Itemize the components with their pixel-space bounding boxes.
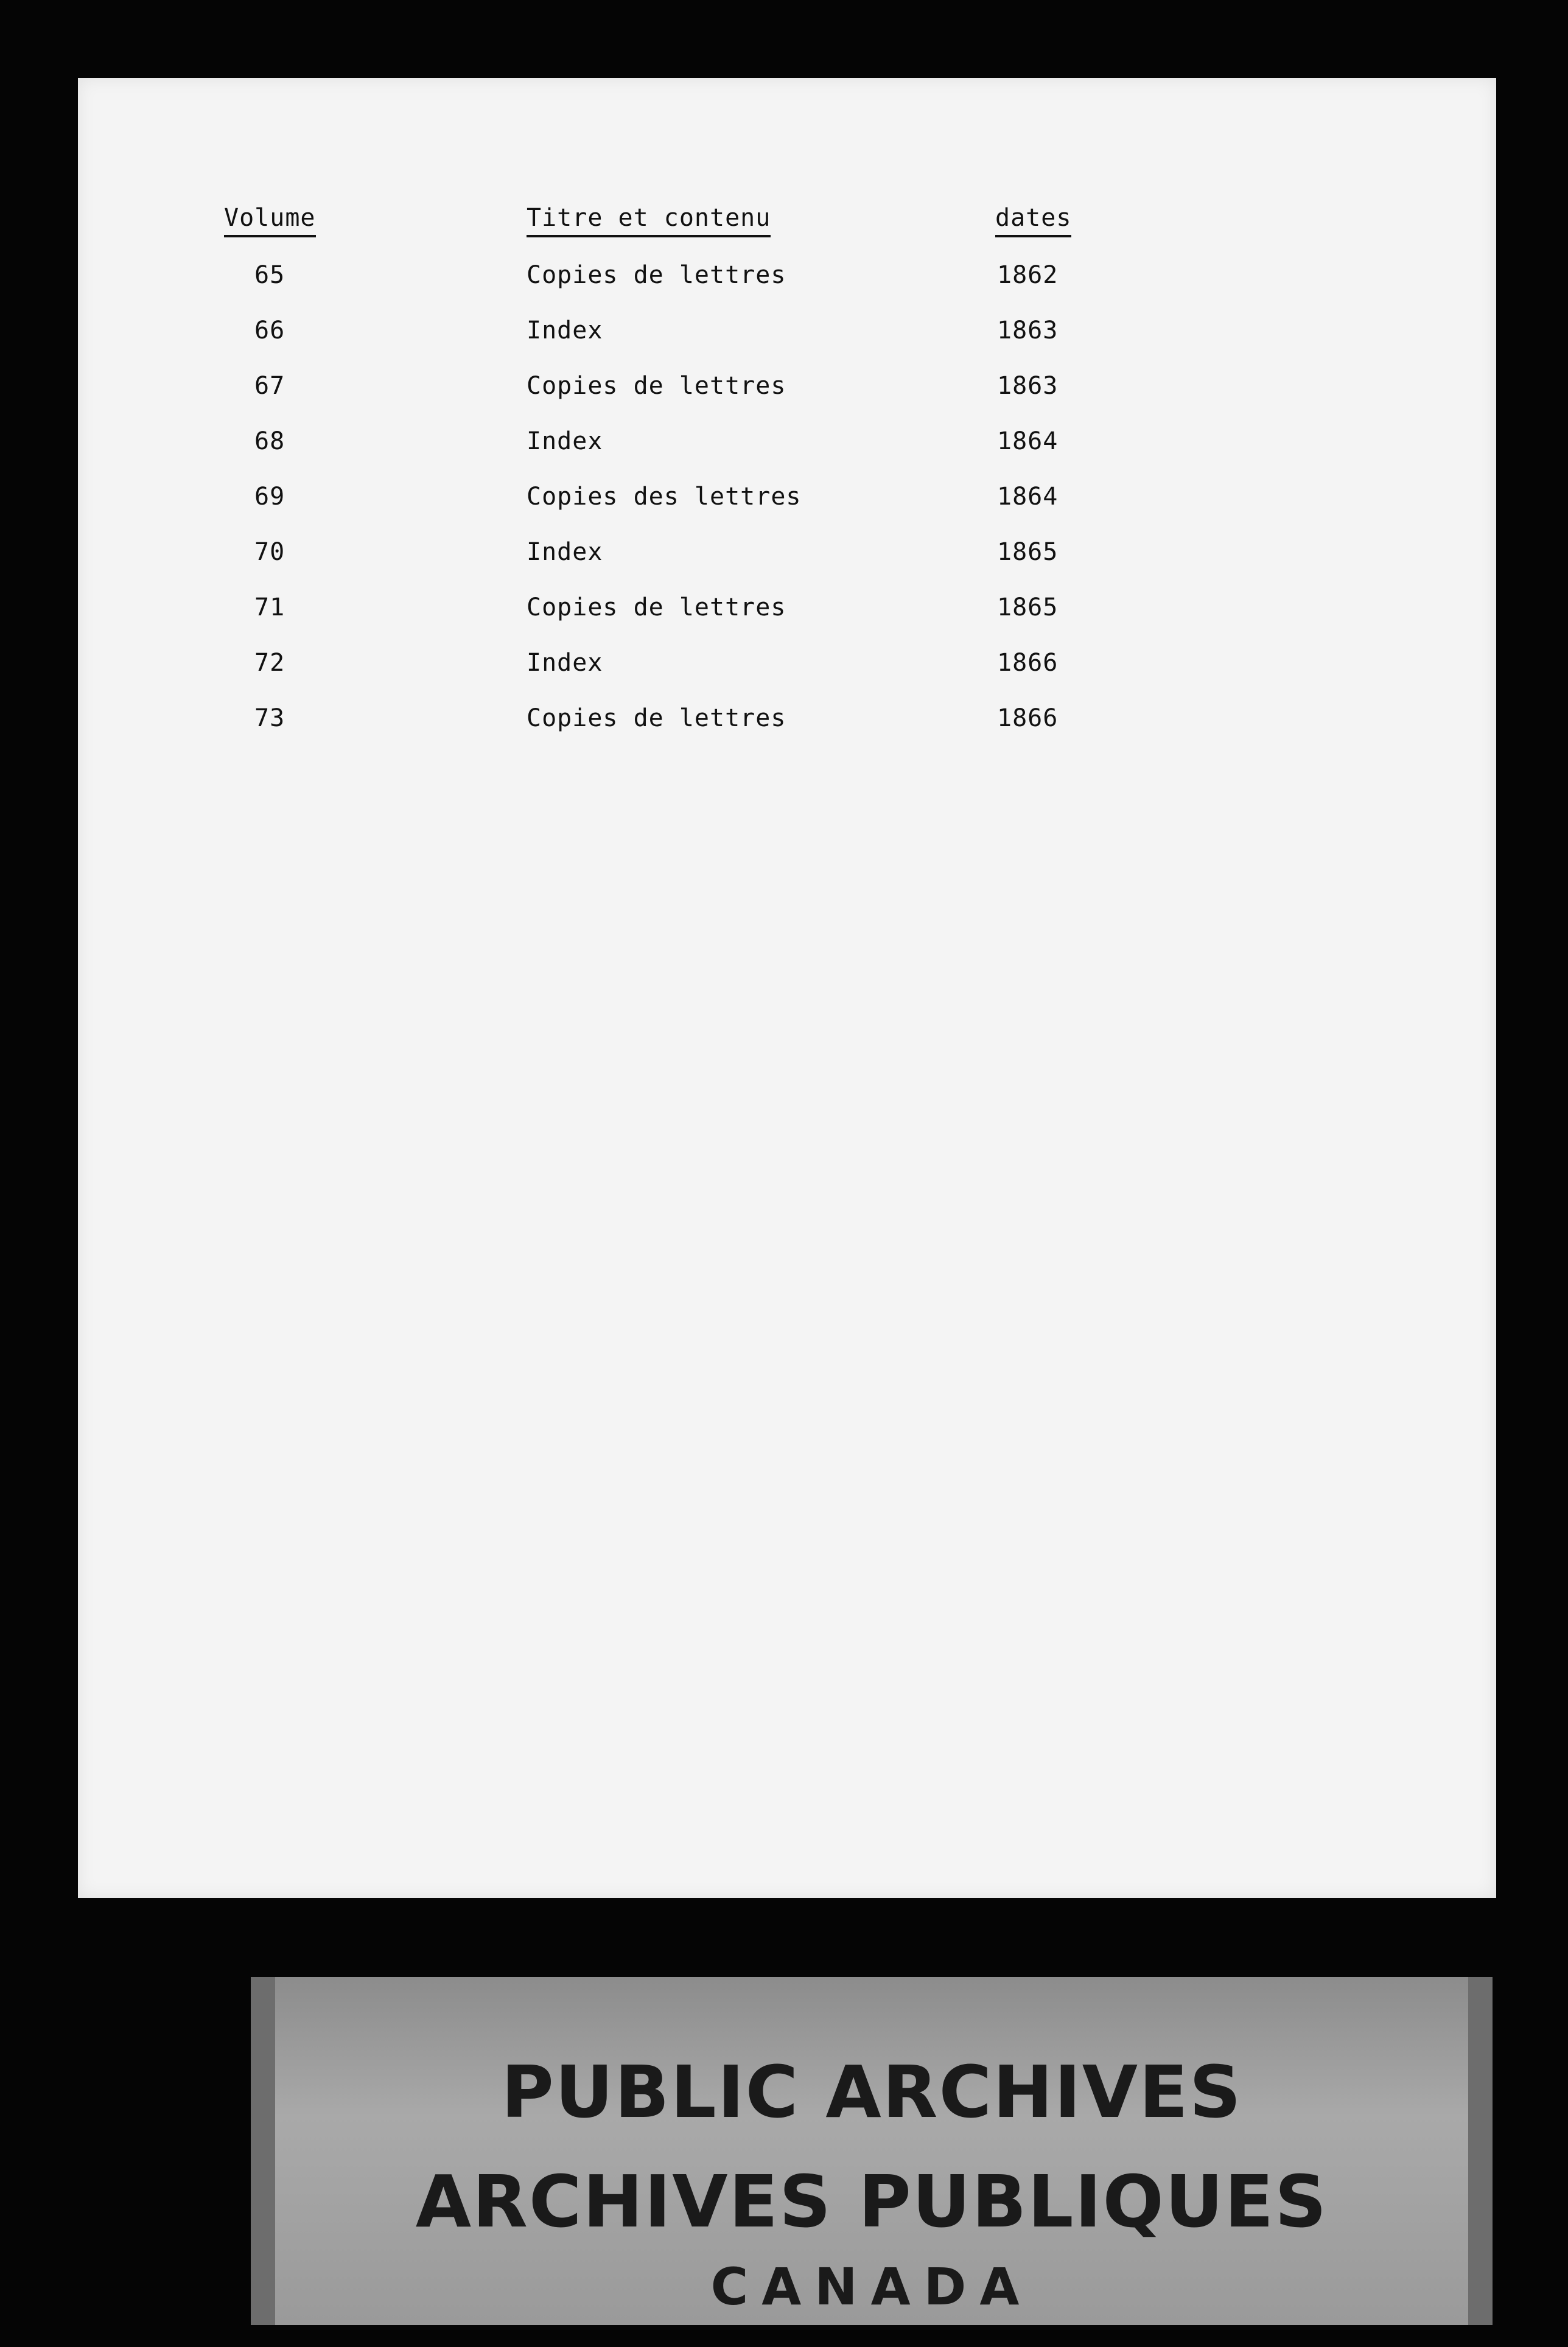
row-volume: 65: [254, 261, 285, 289]
row-title: Copies de lettres: [527, 372, 786, 400]
row-title: Copies de lettres: [527, 593, 786, 621]
table-row: [78, 704, 1496, 759]
stamp-line-country: CANADA: [710, 2257, 1033, 2317]
row-volume: 66: [254, 317, 285, 345]
table-row: [78, 482, 1496, 537]
row-volume: 72: [254, 649, 285, 677]
row-date: 1863: [997, 317, 1059, 345]
row-volume: 69: [254, 483, 285, 511]
row-date: 1864: [997, 427, 1059, 455]
volume-list: [78, 261, 1496, 759]
row-title: Copies des lettres: [527, 483, 802, 511]
row-volume: 71: [254, 593, 285, 621]
table-row: [78, 537, 1496, 593]
table-row: [78, 261, 1496, 316]
table-row: [78, 427, 1496, 482]
row-title: Index: [527, 649, 603, 677]
row-volume: 68: [254, 427, 285, 455]
row-title: Index: [527, 317, 603, 345]
row-date: 1864: [997, 483, 1059, 511]
row-volume: 67: [254, 372, 285, 400]
header-dates: dates: [995, 203, 1071, 237]
row-date: 1866: [997, 649, 1059, 677]
document-page: [78, 78, 1496, 1898]
row-volume: 73: [254, 704, 285, 732]
table-row: [78, 593, 1496, 648]
stamp-line-english: PUBLIC ARCHIVES: [501, 2050, 1242, 2134]
row-title: Index: [527, 538, 603, 566]
archives-stamp: [251, 1977, 1493, 2325]
row-title: Copies de lettres: [527, 704, 786, 732]
row-volume: 70: [254, 538, 285, 566]
table-row: [78, 371, 1496, 427]
stamp-line-french: ARCHIVES PUBLIQUES: [415, 2160, 1328, 2244]
row-date: 1863: [997, 372, 1059, 400]
table-row: [78, 648, 1496, 704]
row-date: 1865: [997, 593, 1059, 621]
row-title: Index: [527, 427, 603, 455]
header-volume: Volume: [224, 203, 316, 237]
row-date: 1866: [997, 704, 1059, 732]
row-date: 1865: [997, 538, 1059, 566]
row-date: 1862: [997, 261, 1059, 289]
header-title: Titre et contenu: [527, 203, 771, 237]
table-row: [78, 316, 1496, 371]
row-title: Copies de lettres: [527, 261, 786, 289]
